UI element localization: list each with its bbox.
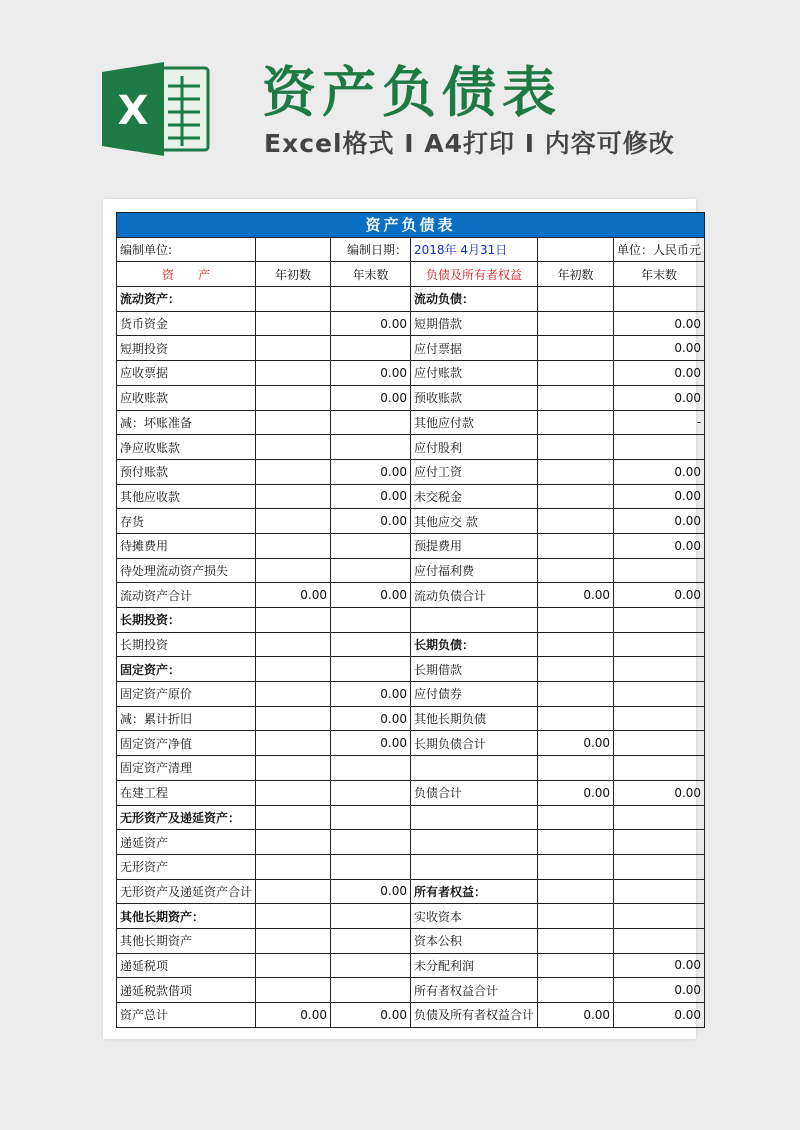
asset-begin-cell[interactable] [256,904,331,929]
asset-end-cell[interactable]: 0.00 [331,731,411,756]
liability-begin-cell[interactable] [538,484,614,509]
asset-begin-cell[interactable] [256,311,331,336]
sheet-title: 资产负债表 [117,213,705,238]
asset-begin-cell[interactable] [256,459,331,484]
liability-begin-cell[interactable] [538,830,614,855]
table-row [117,435,705,460]
asset-label-cell[interactable]: 货币资金 [117,311,256,336]
liability-end-cell[interactable]: 0.00 [614,953,705,978]
liability-end-cell[interactable] [614,435,705,460]
asset-begin-cell[interactable] [256,608,331,633]
asset-begin-cell[interactable] [256,657,331,682]
liability-end-cell[interactable]: 0.00 [614,509,705,534]
asset-end-cell[interactable]: 0.00 [331,509,411,534]
liability-label-cell[interactable]: 应付福利费 [411,558,538,583]
table-row [117,509,705,534]
liability-label-cell[interactable]: 应付股利 [411,435,538,460]
liability-begin-cell[interactable] [538,336,614,361]
liability-begin-cell[interactable] [538,509,614,534]
asset-begin-cell[interactable] [256,435,331,460]
asset-end-cell[interactable]: 0.00 [331,1003,411,1028]
logo-letter: X [117,88,149,134]
asset-label-cell[interactable]: 无形资产 [117,854,256,879]
liability-begin-cell[interactable] [538,953,614,978]
asset-end-cell[interactable] [331,854,411,879]
liability-label-cell[interactable]: 其他应付款 [411,410,538,435]
asset-begin-cell[interactable] [256,731,331,756]
liability-label-cell[interactable]: 应付债券 [411,682,538,707]
asset-label-cell[interactable]: 资产总计 [117,1003,256,1028]
table-row [117,756,705,781]
asset-end-cell[interactable] [331,287,411,312]
asset-end-cell[interactable] [331,410,411,435]
asset-begin-cell[interactable] [256,484,331,509]
table-row [117,533,705,558]
liability-begin-cell[interactable] [538,657,614,682]
table-row [117,583,705,608]
liability-label-cell[interactable]: 应付账款 [411,361,538,386]
asset-begin-cell[interactable] [256,632,331,657]
liability-label-cell[interactable]: 其他应交 款 [411,509,538,534]
liability-end-cell[interactable] [614,756,705,781]
liability-label-cell[interactable] [411,608,538,633]
liability-begin-cell[interactable] [538,608,614,633]
asset-label-cell[interactable]: 无形资产及递延资产合计 [117,879,256,904]
liability-end-cell[interactable]: 0.00 [614,780,705,805]
liability-end-cell[interactable]: 0.00 [614,484,705,509]
asset-begin-cell[interactable] [256,830,331,855]
table-row [117,682,705,707]
page-subtitle: Excel格式 I A4打印 I 内容可修改 [264,129,675,158]
asset-begin-cell[interactable] [256,682,331,707]
table-row [117,311,705,336]
table-row [117,953,705,978]
liability-label-cell[interactable]: 长期借款 [411,657,538,682]
table-row [117,385,705,410]
liability-end-cell[interactable] [614,928,705,953]
col-liabilities: 负债及所有者权益 [411,262,538,287]
balance-sheet-table [116,212,705,1028]
liability-label-cell[interactable]: 短期借款 [411,311,538,336]
asset-end-cell[interactable]: 0.00 [331,311,411,336]
asset-begin-cell[interactable]: 0.00 [256,1003,331,1028]
asset-end-cell[interactable] [331,608,411,633]
liability-end-cell[interactable]: 0.00 [614,311,705,336]
liability-begin-cell[interactable]: 0.00 [538,583,614,608]
asset-begin-cell[interactable] [256,558,331,583]
liability-begin-cell[interactable] [538,928,614,953]
asset-end-cell[interactable] [331,558,411,583]
liability-end-cell[interactable] [614,731,705,756]
asset-begin-cell[interactable] [256,756,331,781]
asset-end-cell[interactable]: 0.00 [331,361,411,386]
asset-end-cell[interactable] [331,780,411,805]
liability-begin-cell[interactable] [538,632,614,657]
unit-label: 编制单位: [117,237,256,262]
table-row [117,978,705,1003]
asset-label-cell[interactable]: 长期投资： [117,608,256,633]
asset-label-cell[interactable]: 固定资产原价 [117,682,256,707]
date-value[interactable]: 2018年 4月31日 [411,237,538,262]
asset-label-cell[interactable]: 短期投资 [117,336,256,361]
asset-label-cell[interactable]: 预付账款 [117,459,256,484]
asset-begin-cell[interactable] [256,410,331,435]
liability-end-cell[interactable]: 0.00 [614,583,705,608]
liability-begin-cell[interactable] [538,805,614,830]
liability-end-cell[interactable]: 0.00 [614,533,705,558]
liability-begin-cell[interactable] [538,410,614,435]
col-liab-end: 年末数 [614,262,705,287]
sheet-title-row [117,213,705,238]
asset-label-cell[interactable]: 存货 [117,509,256,534]
asset-end-cell[interactable]: 0.00 [331,879,411,904]
asset-label-cell[interactable]: 应收账款 [117,385,256,410]
col-liab-begin: 年初数 [538,262,614,287]
asset-label-cell[interactable]: 固定资产净值 [117,731,256,756]
table-row [117,854,705,879]
liability-label-cell[interactable]: 实收资本 [411,904,538,929]
liability-end-cell[interactable]: 0.00 [614,978,705,1003]
liability-begin-cell[interactable] [538,756,614,781]
asset-label-cell[interactable]: 流动资产： [117,287,256,312]
liability-end-cell[interactable]: 0.00 [614,1003,705,1028]
liability-end-cell[interactable] [614,657,705,682]
col-assets-begin: 年初数 [256,262,331,287]
table-row [117,805,705,830]
table-row [117,731,705,756]
liability-begin-cell[interactable] [538,706,614,731]
liability-end-cell[interactable] [614,287,705,312]
asset-label-cell[interactable]: 其他长期资产： [117,904,256,929]
asset-end-cell[interactable]: 0.00 [331,706,411,731]
col-assets-end: 年末数 [331,262,411,287]
asset-end-cell[interactable] [331,904,411,929]
table-row [117,336,705,361]
asset-end-cell[interactable] [331,830,411,855]
liability-begin-cell[interactable]: 0.00 [538,731,614,756]
asset-begin-cell[interactable] [256,336,331,361]
liability-label-cell[interactable]: 其他长期负债 [411,706,538,731]
liability-begin-cell[interactable]: 0.00 [538,780,614,805]
table-row [117,558,705,583]
asset-label-cell[interactable]: 流动资产合计 [117,583,256,608]
liability-end-cell[interactable]: 0.00 [614,336,705,361]
liability-end-cell[interactable]: 0.00 [614,385,705,410]
liability-label-cell[interactable]: 所有者权益： [411,879,538,904]
table-row [117,632,705,657]
asset-begin-cell[interactable] [256,533,331,558]
excel-logo-icon [102,62,210,156]
liability-end-cell[interactable] [614,879,705,904]
unit-value-cell[interactable] [256,237,331,262]
liability-label-cell[interactable]: 负债及所有者权益合计 [411,1003,538,1028]
info-row [117,237,705,262]
asset-begin-cell[interactable] [256,706,331,731]
table-row [117,608,705,633]
asset-label-cell[interactable]: 递延资产 [117,830,256,855]
liability-end-cell[interactable] [614,608,705,633]
liability-end-cell[interactable] [614,682,705,707]
table-row [117,657,705,682]
asset-end-cell[interactable]: 0.00 [331,484,411,509]
asset-end-cell[interactable] [331,533,411,558]
asset-end-cell[interactable]: 0.00 [331,459,411,484]
asset-end-cell[interactable] [331,657,411,682]
liability-begin-cell[interactable] [538,904,614,929]
liability-label-cell[interactable]: 流动负债合计 [411,583,538,608]
asset-begin-cell[interactable] [256,361,331,386]
asset-label-cell[interactable]: 待摊费用 [117,533,256,558]
table-row [117,879,705,904]
liability-begin-cell[interactable] [538,879,614,904]
asset-label-cell[interactable]: 其他长期资产 [117,928,256,953]
col-assets: 资 产 [117,262,256,287]
asset-begin-cell[interactable] [256,879,331,904]
table-row [117,410,705,435]
table-row [117,928,705,953]
liability-label-cell[interactable]: 应付工资 [411,459,538,484]
asset-label-cell[interactable]: 减：累计折旧 [117,706,256,731]
liability-label-cell[interactable]: 负债合计 [411,780,538,805]
asset-begin-cell[interactable] [256,978,331,1003]
asset-end-cell[interactable] [331,928,411,953]
liability-end-cell[interactable]: - [614,410,705,435]
liability-end-cell[interactable]: 0.00 [614,459,705,484]
liability-label-cell[interactable]: 长期负债： [411,632,538,657]
liability-label-cell[interactable]: 长期负债合计 [411,731,538,756]
liability-end-cell[interactable] [614,830,705,855]
table-row [117,706,705,731]
liability-end-cell[interactable] [614,854,705,879]
liability-end-cell[interactable] [614,558,705,583]
liability-begin-cell[interactable] [538,682,614,707]
table-row [117,830,705,855]
asset-label-cell[interactable]: 无形资产及递延资产： [117,805,256,830]
column-header-row [117,262,705,287]
liability-label-cell[interactable]: 应付票据 [411,336,538,361]
currency-label: 单位：人民币元 [614,237,705,262]
liability-begin-cell[interactable] [538,978,614,1003]
liability-label-cell[interactable]: 预收账款 [411,385,538,410]
asset-end-cell[interactable]: 0.00 [331,385,411,410]
asset-begin-cell[interactable] [256,385,331,410]
asset-label-cell[interactable]: 长期投资 [117,632,256,657]
liability-begin-cell[interactable]: 0.00 [538,1003,614,1028]
liability-label-cell[interactable] [411,805,538,830]
asset-label-cell[interactable]: 在建工程 [117,780,256,805]
asset-label-cell[interactable]: 固定资产： [117,657,256,682]
table-row [117,484,705,509]
asset-label-cell[interactable]: 应收票据 [117,361,256,386]
promo-header [0,0,800,200]
liability-end-cell[interactable] [614,805,705,830]
asset-end-cell[interactable] [331,756,411,781]
asset-end-cell[interactable] [331,978,411,1003]
liability-end-cell[interactable] [614,632,705,657]
table-row [117,287,705,312]
liability-begin-cell[interactable] [538,558,614,583]
asset-begin-cell[interactable] [256,805,331,830]
liability-begin-cell[interactable] [538,459,614,484]
asset-begin-cell[interactable] [256,953,331,978]
liability-begin-cell[interactable] [538,361,614,386]
asset-begin-cell[interactable] [256,780,331,805]
table-row [117,1003,705,1028]
asset-begin-cell[interactable] [256,928,331,953]
liability-label-cell[interactable]: 流动负债： [411,287,538,312]
asset-begin-cell[interactable] [256,509,331,534]
blank-cell [538,237,614,262]
table-row [117,459,705,484]
asset-begin-cell[interactable] [256,854,331,879]
asset-end-cell[interactable] [331,632,411,657]
asset-end-cell[interactable] [331,805,411,830]
liability-begin-cell[interactable] [538,287,614,312]
liability-end-cell[interactable]: 0.00 [614,361,705,386]
liability-label-cell[interactable]: 未交税金 [411,484,538,509]
liability-label-cell[interactable] [411,854,538,879]
liability-begin-cell[interactable] [538,533,614,558]
date-label: 编制日期： [331,237,411,262]
asset-begin-cell[interactable] [256,287,331,312]
liability-label-cell[interactable]: 所有者权益合计 [411,978,538,1003]
liability-label-cell[interactable] [411,756,538,781]
asset-label-cell[interactable]: 递延税款借项 [117,978,256,1003]
asset-label-cell[interactable]: 减：坏账准备 [117,410,256,435]
asset-label-cell[interactable]: 净应收账款 [117,435,256,460]
liability-end-cell[interactable] [614,904,705,929]
liability-begin-cell[interactable] [538,854,614,879]
asset-label-cell[interactable]: 其他应收款 [117,484,256,509]
asset-label-cell[interactable]: 待处理流动资产损失 [117,558,256,583]
liability-label-cell[interactable] [411,830,538,855]
table-row [117,780,705,805]
page-title: 资产负债表 [262,61,562,124]
liability-begin-cell[interactable] [538,311,614,336]
liability-label-cell[interactable]: 未分配利润 [411,953,538,978]
liability-begin-cell[interactable] [538,435,614,460]
asset-end-cell[interactable]: 0.00 [331,583,411,608]
liability-label-cell[interactable]: 预提费用 [411,533,538,558]
liability-label-cell[interactable]: 资本公积 [411,928,538,953]
asset-label-cell[interactable]: 递延税项 [117,953,256,978]
asset-end-cell[interactable] [331,435,411,460]
table-row [117,361,705,386]
liability-end-cell[interactable] [614,706,705,731]
asset-end-cell[interactable] [331,953,411,978]
liability-begin-cell[interactable] [538,385,614,410]
asset-begin-cell[interactable]: 0.00 [256,583,331,608]
asset-end-cell[interactable] [331,336,411,361]
asset-label-cell[interactable]: 固定资产清理 [117,756,256,781]
table-row [117,904,705,929]
asset-end-cell[interactable]: 0.00 [331,682,411,707]
